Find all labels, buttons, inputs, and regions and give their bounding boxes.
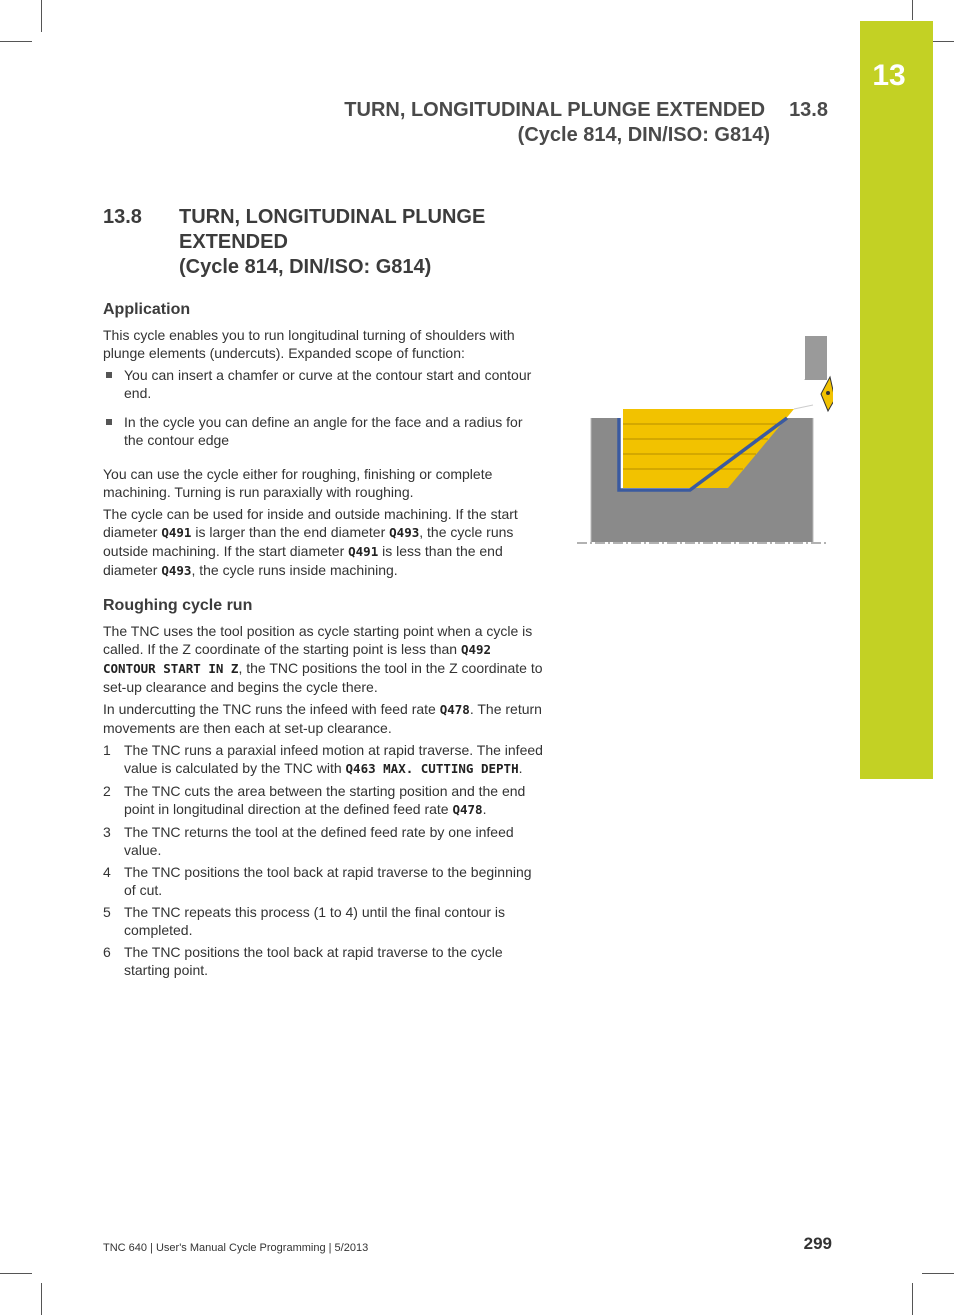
running-header-subtitle: (Cycle 814, DIN/ISO: G814)	[517, 124, 770, 146]
application-para-1: You can use the cycle either for roughing, finishing or complete machining. Turning is run paraxially with roughing.	[103, 466, 493, 500]
roughing-para-1: The TNC uses the tool position as cycle starting point when a cycle is called. If the Z coordinate of the starting point is less than Q492 CONTOUR START IN Z, the TNC positions the tool in the Z coordinate to set-up clearance and begins the cycle there.	[103, 623, 543, 695]
bullet-text: You can insert a chamfer or curve at the contour start and contour end.	[124, 367, 532, 401]
list-item	[103, 366, 543, 402]
parameter-q492: Q492 CONTOUR START IN Z	[103, 642, 492, 676]
crop-mark	[912, 1283, 913, 1315]
crop-mark	[922, 1273, 954, 1274]
crop-mark	[41, 1283, 42, 1315]
turning-diagram	[573, 333, 833, 553]
workpiece-shape	[573, 333, 833, 553]
parameter-q478: Q478	[439, 702, 470, 717]
parameter-q493: Q493	[389, 525, 420, 540]
application-para-2: The cycle can be used for inside and outside machining. If the start diameter Q491 is larger than the end diameter Q493, the cycle runs outside machining. If the start diameter Q491 is less than the end diameter Q493, the cycle runs inside machining.	[103, 506, 518, 578]
page-footer: TNC 640 | User's Manual Cycle Programming | 5/2013	[103, 1242, 369, 1254]
running-header-section-number: 13.8	[789, 99, 828, 121]
bullet-square-icon	[106, 372, 112, 378]
roughing-para-2: In undercutting the TNC runs the infeed with feed rate Q478. The return movements are then each at set-up clearance.	[103, 701, 542, 736]
parameter-q478: Q478	[452, 802, 483, 817]
list-item	[103, 413, 543, 449]
parameter-q491: Q491	[348, 544, 379, 559]
application-intro: This cycle enables you to run longitudinal turning of shoulders with plunge elements (undercuts). Expanded scope of function:	[103, 327, 515, 361]
section-title-line-3: (Cycle 814, DIN/ISO: G814)	[179, 256, 432, 278]
page-number: 299	[803, 1234, 832, 1253]
list-item: 3 The TNC returns the tool at the defined feed rate by one infeed value.	[103, 824, 514, 858]
list-item: 2 The TNC cuts the area between the starting position and the end point in longitudinal direction at the defined feed rate Q478.	[103, 783, 526, 817]
crop-mark	[0, 41, 32, 42]
running-header-title: TURN, LONGITUDINAL PLUNGE EXTENDED	[344, 99, 766, 121]
crop-mark	[0, 1273, 32, 1274]
bullet-square-icon	[106, 419, 112, 425]
chapter-tab	[860, 21, 933, 779]
running-header	[344, 98, 828, 148]
main-column	[103, 300, 543, 983]
application-heading: Application	[103, 301, 191, 318]
list-item: 5 The TNC repeats this process (1 to 4) until the final contour is completed.	[103, 904, 506, 938]
crop-mark	[912, 0, 913, 20]
list-item: 1 The TNC runs a paraxial infeed motion at rapid traverse. The infeed value is calculated by the TNC with Q463 MAX. CUTTING DEPTH.	[103, 742, 543, 776]
roughing-heading: Roughing cycle run	[103, 597, 253, 614]
list-item: 6 The TNC positions the tool back at rapid traverse to the cycle starting point.	[103, 944, 503, 978]
section-title	[103, 205, 553, 280]
parameter-q463: Q463 MAX. CUTTING DEPTH	[345, 761, 519, 776]
bullet-text: In the cycle you can define an angle for the face and a radius for the contour edge	[124, 414, 523, 448]
parameter-q491: Q491	[161, 525, 192, 540]
section-title-line-2: EXTENDED	[179, 231, 288, 253]
list-item: 4 The TNC positions the tool back at rapid traverse to the beginning of cut.	[103, 864, 532, 898]
crop-mark	[41, 0, 42, 32]
parameter-q493: Q493	[161, 563, 192, 578]
section-title-line-1: TURN, LONGITUDINAL PLUNGE	[179, 206, 486, 228]
chapter-number: 13	[872, 59, 906, 92]
section-number: 13.8	[103, 206, 142, 228]
application-bullets	[103, 366, 543, 449]
roughing-steps	[103, 741, 543, 979]
